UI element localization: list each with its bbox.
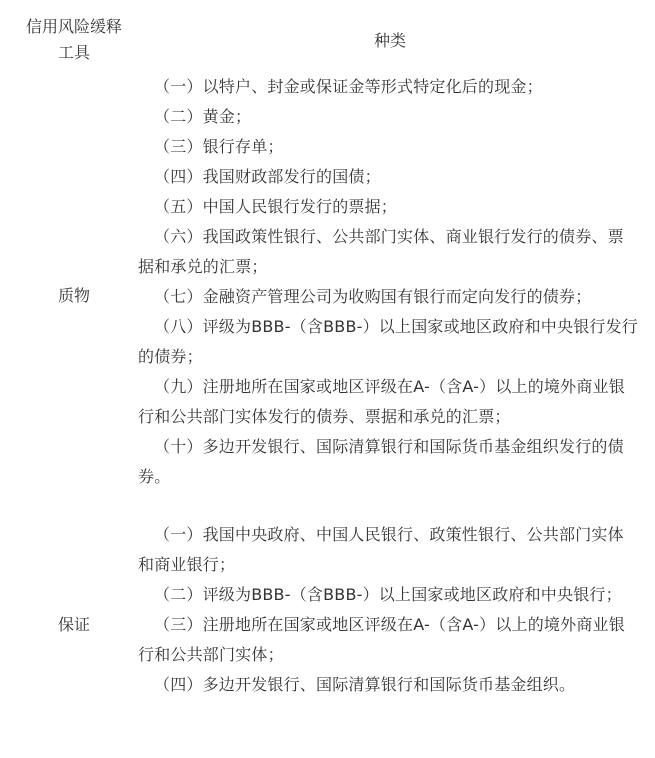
list-item: （二）评级为BBB-（含BBB-）以上国家或地区政府和中央银行；: [154, 585, 622, 604]
list-item: （七）金融资产管理公司为收购国有银行而定向发行的债券；: [154, 287, 592, 306]
list-item: （九）注册地所在国家或地区评级在A-（含A-）以上的境外商业银行和公共部门实体发行的债券、票据和承兑的汇票；: [138, 377, 625, 426]
header-category: 种类: [373, 31, 406, 50]
list-item: （四）多边开发银行、国际清算银行和国际货币基金组织。: [154, 675, 576, 694]
category-label-guarantee: 保证: [57, 615, 90, 634]
collateral-item-list: [138, 72, 638, 492]
list-item: （一）我国中央政府、中国人民银行、政策性银行、公共部门实体和商业银行；: [138, 525, 624, 574]
list-item: （四）我国财政部发行的国债；: [154, 167, 381, 186]
list-item: （二）黄金；: [154, 107, 252, 126]
header-tool-type: 信用风险缓释工具: [25, 17, 122, 62]
list-item: （三）注册地所在国家或地区评级在A-（含A-）以上的境外商业银行和公共部门实体；: [138, 615, 625, 664]
list-item: （六）我国政策性银行、公共部门实体、商业银行发行的债券、票据和承兑的汇票；: [138, 227, 624, 276]
list-item: （十）多边开发银行、国际清算银行和国际货币基金组织发行的债券。: [138, 437, 624, 486]
guarantee-item-list: [138, 520, 638, 700]
category-label-collateral: 质物: [57, 286, 90, 305]
list-item: （五）中国人民银行发行的票据；: [154, 197, 398, 216]
list-item: （三）银行存单；: [154, 137, 284, 156]
list-item: （八）评级为BBB-（含BBB-）以上国家或地区政府和中央银行发行的债券；: [138, 317, 639, 366]
list-item: （一）以特户、封金或保证金等形式特定化后的现金；: [154, 77, 543, 96]
